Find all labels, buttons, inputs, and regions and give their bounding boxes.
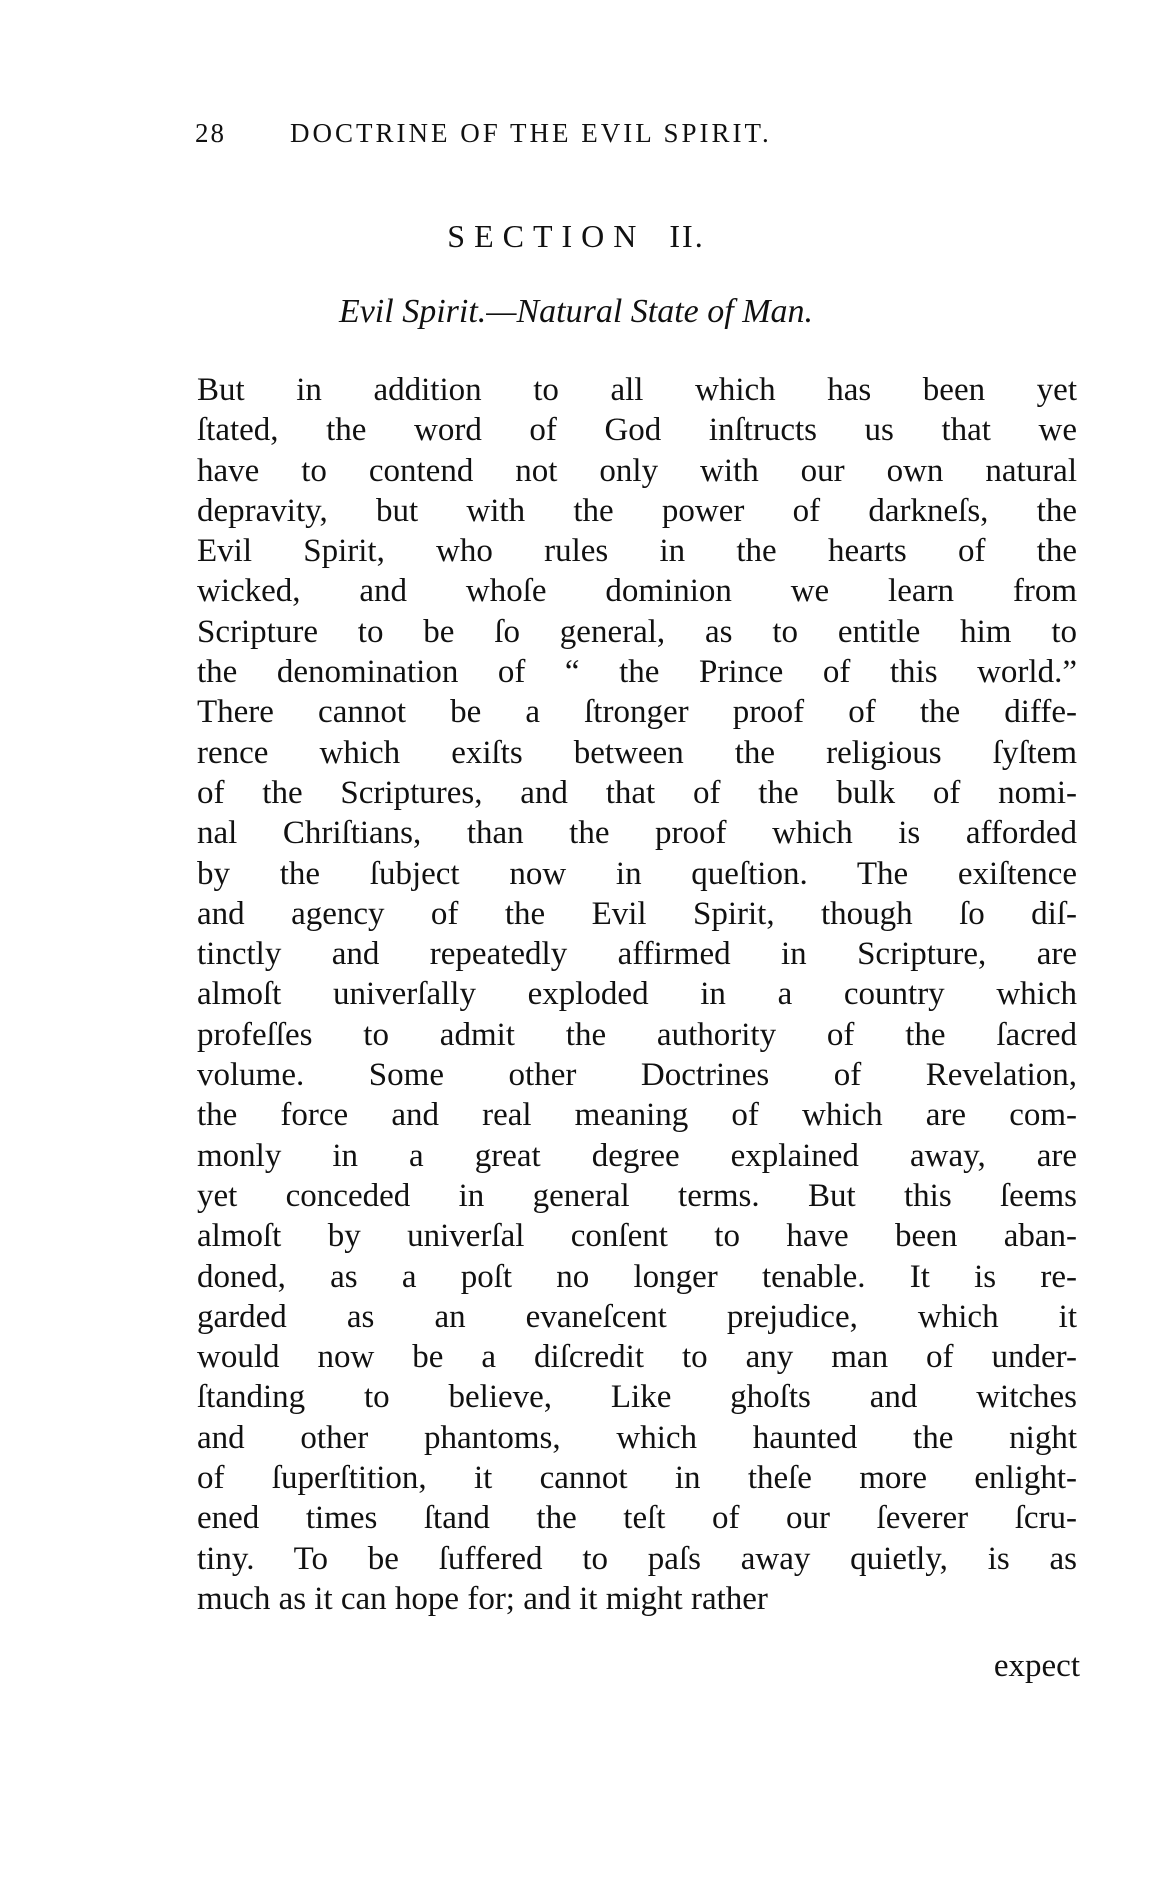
text-line: tinctly and repeatedly affirmed in Scripture, are <box>197 936 1077 973</box>
text-line: volume. Some other Doctrines of Revelation, <box>197 1057 1077 1094</box>
body-text <box>197 370 1077 1619</box>
text-line: There cannot be a ſtronger proof of the diffe- <box>197 694 1077 731</box>
text-line: profeſſes to admit the authority of the ſacred <box>197 1016 1077 1053</box>
text-line: have to contend not only with our own natural <box>197 452 1077 489</box>
section-subtitle: Evil Spirit.—Natural State of Man. <box>338 293 814 330</box>
text-line: and agency of the Evil Spirit, though ſo diſ- <box>197 895 1077 932</box>
text-line: the force and real meaning of which are com- <box>197 1097 1077 1134</box>
text-line: by the ſubject now in queſtion. The exiſtence <box>197 855 1077 892</box>
running-head <box>195 118 975 158</box>
section-heading <box>0 218 1152 255</box>
text-line: Scripture to be ſo general, as to entitle him to <box>197 613 1077 650</box>
section-label: SECTION <box>447 218 646 254</box>
running-title: DOCTRINE OF THE EVIL SPIRIT. <box>290 118 772 148</box>
text-line: monly in a great degree explained away, are <box>197 1137 1077 1174</box>
text-line: would now be a diſcredit to any man of under- <box>197 1339 1077 1376</box>
section-number: II. <box>669 218 705 254</box>
page-number: 28 <box>195 118 226 148</box>
text-line: Evil Spirit, who rules in the hearts of the <box>197 533 1077 570</box>
text-line: ened times ſtand the teſt of our ſeverer ſcru- <box>197 1500 1077 1537</box>
text-line: rence which exiſts between the religious ſyſtem <box>197 734 1077 771</box>
text-line: ſtanding to believe, Like ghoſts and witches <box>197 1379 1077 1416</box>
text-line: almoſt by univerſal conſent to have been aban- <box>197 1218 1077 1255</box>
text-line: the denomination of “ the Prince of this world.” <box>197 654 1077 691</box>
text-line: But in addition to all which has been yet <box>197 372 1077 408</box>
text-line: wicked, and whoſe dominion we learn from <box>197 573 1077 610</box>
text-line: ſtated, the word of God inſtructs us that we <box>197 412 1077 449</box>
text-line: and other phantoms, which haunted the night <box>197 1419 1077 1456</box>
text-line: of ſuperſtition, it cannot in theſe more enlight- <box>197 1460 1077 1497</box>
text-line: nal Chriſtians, than the proof which is afforded <box>197 815 1077 852</box>
text-line: doned, as a poſt no longer tenable. It is re- <box>197 1258 1077 1295</box>
text-line: much as it can hope for; and it might rather <box>197 1580 768 1617</box>
catchword: expect <box>993 1648 1080 1684</box>
text-line: garded as an evaneſcent prejudice, which it <box>197 1298 1077 1335</box>
text-line: almoſt univerſally exploded in a country which <box>197 976 1077 1013</box>
text-line: of the Scriptures, and that of the bulk of nomi- <box>197 774 1077 811</box>
text-line: tiny. To be ſuffered to paſs away quietly, is as <box>197 1540 1077 1577</box>
text-line: yet conceded in general terms. But this ſeems <box>197 1177 1077 1214</box>
text-line: depravity, but with the power of darkneſs, the <box>197 492 1077 529</box>
